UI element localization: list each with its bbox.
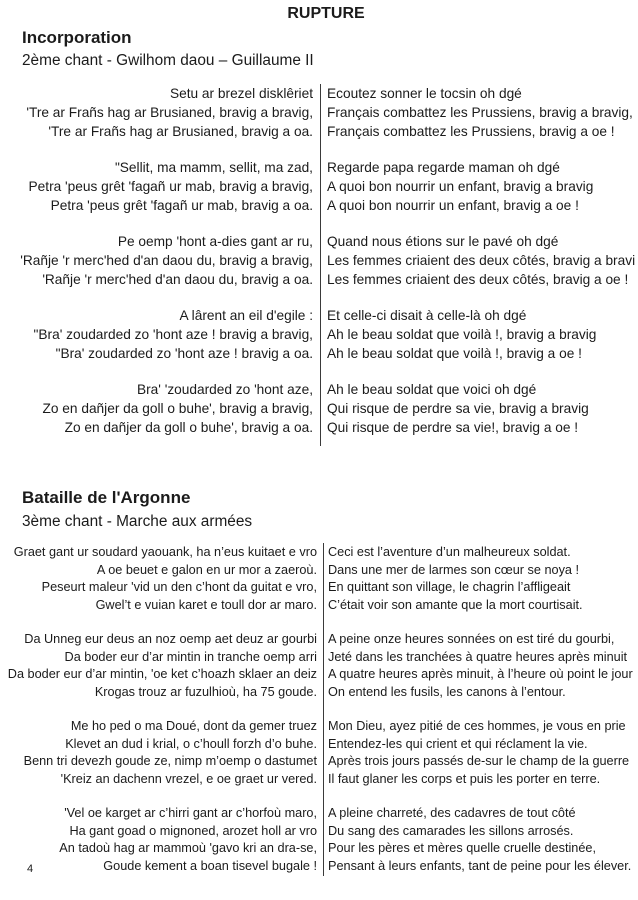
- page-number: 4: [27, 863, 34, 875]
- french-line: Ah le beau soldat que voici oh dgé: [327, 382, 537, 397]
- breton-line: Petra 'peus grêt 'fagañ ur mab, bravig a oa.: [50, 198, 313, 213]
- section-heading: Bataille de l'Argonne: [22, 488, 191, 507]
- breton-line: Klevet an dud i krial, o c’houll forzh d’o buhe.: [65, 736, 317, 751]
- french-line: A quoi bon nourrir un enfant, bravig a bravig: [327, 179, 594, 194]
- breton-column: [0, 84, 313, 141]
- breton-line: 'Rañje 'r merc'hed d'an daou du, bravig a bravig,: [20, 253, 313, 268]
- french-line: Les femmes criaient des deux côtés, bravig a oe !: [327, 272, 629, 287]
- section-subheading: 3ème chant - Marche aux armées: [22, 513, 253, 530]
- breton-line: 'Tre ar Frañs hag ar Brusianed, bravig a oa.: [48, 124, 313, 139]
- breton-line: Goude kement a boan tisevel bugale !: [103, 858, 317, 873]
- breton-line: Zo en dañjer da goll o buhe', bravig a oa.: [64, 420, 313, 435]
- french-line: C’était voir son amante que la mort courtisait.: [328, 597, 583, 612]
- page-title: RUPTURE: [287, 5, 365, 22]
- french-line: A quatre heures après minuit, à l’heure où point le jour: [328, 667, 633, 682]
- breton-column: [0, 306, 313, 363]
- french-line: Ceci est l’aventure d’un malheureux soldat.: [328, 545, 571, 559]
- french-line: Après trois jours passés de-sur le champ de la guerre: [328, 754, 630, 769]
- breton-line: "Sellit, ma mamm, sellit, ma zad,: [114, 160, 313, 175]
- stanza: [0, 805, 638, 875]
- french-column: [327, 306, 638, 363]
- breton-line: "Bra' zoudarded zo 'hont aze ! bravig a bravig,: [33, 327, 313, 342]
- french-column: [327, 380, 638, 437]
- stanza: [0, 232, 638, 289]
- french-column: [328, 631, 638, 701]
- french-column: [327, 232, 638, 289]
- french-line: Ecoutez sonner le tocsin oh dgé: [327, 86, 522, 101]
- french-line: A peine onze heures sonnées on est tiré du gourbi,: [328, 631, 615, 646]
- french-line: Dans une mer de larmes son cœur se noya !: [328, 562, 580, 577]
- verses-argonne: [0, 544, 638, 892]
- breton-line: A lârent an eil d'egile :: [179, 308, 313, 323]
- breton-line: Ha gant goad o mignoned, arozet holl ar vro: [69, 823, 317, 838]
- breton-line: Peseurt maleur 'vid un den c’hont da guitat e vro,: [41, 580, 317, 595]
- stanza: [0, 631, 638, 701]
- breton-line: Da boder eur d’ar mintin, 'oe ket c’hoazh sklaer an deiz: [7, 667, 317, 682]
- breton-line: 'Vel oe karget ar c’hirri gant ar c’horfoù maro,: [64, 805, 317, 820]
- stanza: [0, 158, 638, 215]
- breton-column: [0, 631, 317, 701]
- breton-line: Pe oemp 'hont a-dies gant ar ru,: [117, 234, 313, 249]
- french-line: Il faut glaner les corps et puis les porter en terre.: [328, 771, 601, 786]
- french-line: Du sang des camarades les sillons arrosés.: [328, 823, 574, 838]
- breton-column: [0, 380, 313, 437]
- section-heading: Incorporation: [22, 28, 132, 47]
- french-line: Regarde papa regarde maman oh dgé: [327, 160, 560, 175]
- french-line: A pleine charreté, des cadavres de tout côté: [328, 805, 576, 820]
- breton-line: An tadoù hag ar mammoù 'gavo kri an dra-se,: [59, 841, 317, 856]
- breton-column: [0, 805, 317, 875]
- french-line: En quittant son village, le chagrin l’affligeait: [328, 580, 571, 595]
- french-column: [327, 84, 638, 141]
- french-line: On entend les fusils, les canons à l’entour.: [328, 684, 566, 699]
- french-column: [328, 718, 638, 788]
- breton-line: Petra 'peus grêt 'fagañ ur mab, bravig a bravig,: [28, 179, 313, 194]
- breton-column: [0, 158, 313, 215]
- french-line: Qui risque de perdre sa vie!, bravig a oe !: [327, 420, 579, 435]
- stanza: [0, 380, 638, 437]
- breton-line: Da Unneg eur deus an noz oemp aet deuz ar gourbi: [24, 631, 317, 646]
- stanza: [0, 306, 638, 363]
- french-line: Qui risque de perdre sa vie, bravig a bravig: [327, 401, 589, 416]
- french-column: [328, 544, 638, 614]
- breton-line: 'Kreiz an dachenn vrezel, e oe graet ur vered.: [60, 771, 317, 786]
- french-line: Pensant à leurs enfants, tant de peine pour les élever.: [328, 858, 632, 873]
- verses-incorporation: [0, 84, 638, 454]
- breton-line: A oe beuet e galon en ur mor a zaeroù.: [96, 562, 317, 577]
- breton-line: Krogas trouz ar fuzulhioù, ha 75 goude.: [94, 684, 317, 699]
- breton-line: 'Rañje 'r merc'hed d'an daou du, bravig a oa.: [42, 272, 313, 287]
- french-line: A quoi bon nourrir un enfant, bravig a oe !: [327, 198, 579, 213]
- stanza: [0, 718, 638, 788]
- french-line: Français combattez les Prussiens, bravig a bravig,: [327, 105, 633, 120]
- breton-line: Benn tri devezh goude ze, nimp m’oemp o dastumet: [23, 754, 317, 769]
- french-line: Jeté dans les tranchées à quatre heures après minuit: [328, 649, 628, 664]
- breton-line: Me ho ped o ma Doué, dont da gemer truez: [70, 718, 317, 733]
- breton-line: Setu ar brezel disklêriet: [169, 86, 313, 101]
- french-line: Quand nous étions sur le pavé oh dgé: [327, 234, 559, 249]
- breton-line: "Bra' zoudarded zo 'hont aze ! bravig a oa.: [55, 346, 313, 361]
- french-column: [328, 805, 638, 875]
- breton-line: Zo en dañjer da goll o buhe', bravig a bravig,: [42, 401, 313, 416]
- breton-line: Graet gant ur soudard yaouank, ha n’eus kuitaet e vro: [13, 545, 317, 559]
- breton-line: Bra' 'zoudarded zo 'hont aze,: [136, 382, 313, 397]
- breton-line: Gwel’t e vuian karet e toull dor ar maro.: [95, 597, 317, 612]
- french-line: Entendez-les qui crient et qui réclament la vie.: [328, 736, 588, 751]
- stanza: [0, 544, 638, 614]
- french-line: Ah le beau soldat que voilà !, bravig a bravig: [327, 327, 597, 342]
- french-line: Mon Dieu, ayez pitié de ces hommes, je vous en prie: [328, 718, 626, 733]
- breton-column: [0, 544, 317, 614]
- breton-line: Da boder eur d’ar mintin in tranche oemp arri: [64, 649, 317, 664]
- french-line: Et celle-ci disait à celle-là oh dgé: [327, 308, 527, 323]
- section-subheading: 2ème chant - Gwilhom daou – Guillaume II: [22, 52, 314, 69]
- stanza: [0, 84, 638, 141]
- french-line: Français combattez les Prussiens, bravig a oe !: [327, 124, 615, 139]
- french-line: Ah le beau soldat que voilà !, bravig a oe !: [327, 346, 582, 361]
- breton-line: 'Tre ar Frañs hag ar Brusianed, bravig a bravig,: [26, 105, 313, 120]
- french-column: [327, 158, 638, 215]
- french-line: Les femmes criaient des deux côtés, bravig a bravi: [327, 253, 636, 268]
- breton-column: [0, 718, 317, 788]
- french-line: Pour les pères et mères quelle cruelle destinée,: [328, 841, 596, 856]
- breton-column: [0, 232, 313, 289]
